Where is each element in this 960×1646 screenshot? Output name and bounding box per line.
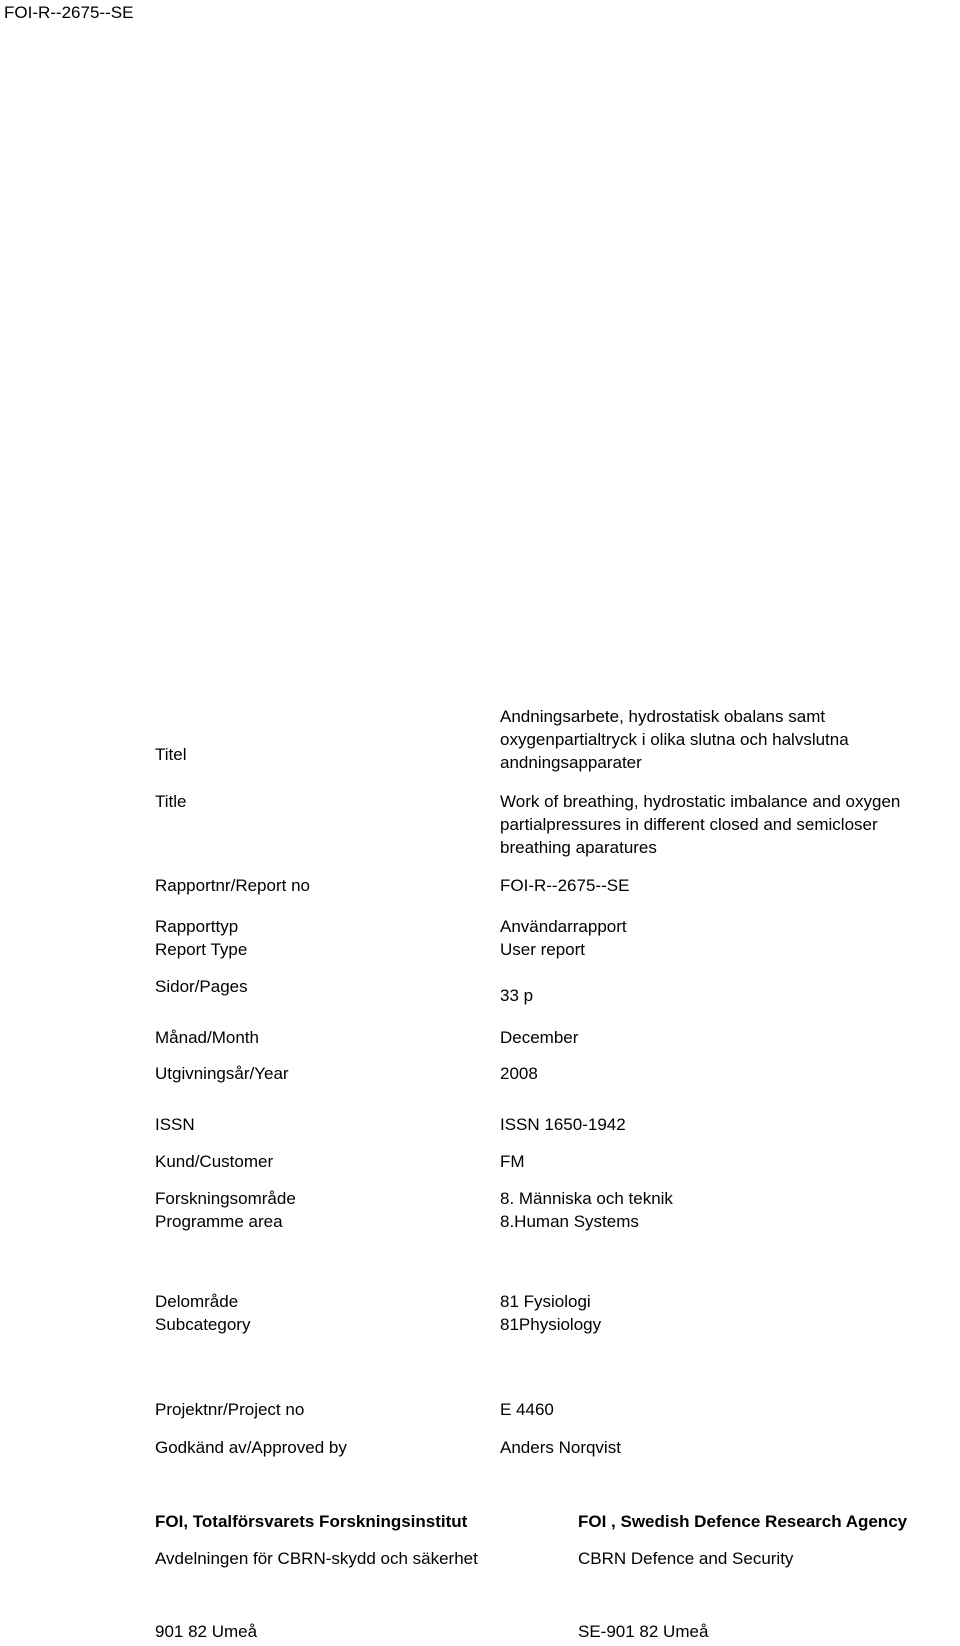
footer-left-org: FOI, Totalförsvarets Forskningsinstitut <box>155 1512 468 1531</box>
programme-label-en: Programme area <box>155 1212 283 1231</box>
report-type-value-sv: Användarrapport <box>500 917 627 936</box>
subcategory-value <box>500 1290 601 1336</box>
header-report-id: FOI-R--2675--SE <box>4 3 134 22</box>
titel-line: oxygenpartialtryck i olika slutna och halvslutna <box>500 730 849 749</box>
title-line: Work of breathing, hydrostatic imbalance and oxygen <box>500 792 901 811</box>
footer-left-dept: Avdelningen för CBRN-skydd och säkerhet <box>155 1549 478 1568</box>
footer-right-dept: CBRN Defence and Security <box>578 1549 794 1568</box>
report-type-label-sv: Rapporttyp <box>155 917 239 936</box>
titel-line: Andningsarbete, hydrostatisk obalans samt <box>500 707 826 726</box>
programme-value-en: 8.Human Systems <box>500 1212 639 1231</box>
issn-label: ISSN <box>155 1115 195 1134</box>
year-label: Utgivningsår/Year <box>155 1064 289 1083</box>
title-label: Title <box>155 792 187 811</box>
project-label: Projektnr/Project no <box>155 1400 305 1419</box>
report-type-label <box>155 915 247 961</box>
title-line: partialpressures in different closed and semicloser <box>500 815 878 834</box>
year-value: 2008 <box>500 1064 538 1083</box>
customer-label: Kund/Customer <box>155 1152 274 1171</box>
footer-left-address: 901 82 Umeå <box>155 1622 258 1641</box>
pages-label: Sidor/Pages <box>155 977 248 996</box>
issn-value: ISSN 1650-1942 <box>500 1115 626 1134</box>
programme-value <box>500 1187 673 1233</box>
subcategory-label-en: Subcategory <box>155 1315 251 1334</box>
title-value <box>500 790 900 859</box>
approved-value: Anders Norqvist <box>500 1438 621 1457</box>
subcategory-label <box>155 1290 250 1336</box>
titel-label: Titel <box>155 745 187 764</box>
footer-right-address: SE-901 82 Umeå <box>578 1622 709 1641</box>
report-no-label: Rapportnr/Report no <box>155 876 310 895</box>
subcategory-label-sv: Delområde <box>155 1292 239 1311</box>
report-type-value-en: User report <box>500 940 586 959</box>
footer-right-org: FOI , Swedish Defence Research Agency <box>578 1512 908 1531</box>
subcategory-value-en: 81Physiology <box>500 1315 602 1334</box>
customer-value: FM <box>500 1152 525 1171</box>
report-type-value <box>500 915 627 961</box>
pages-value: 33 p <box>500 986 534 1005</box>
project-value: E 4460 <box>500 1400 554 1419</box>
programme-value-sv: 8. Människa och teknik <box>500 1189 673 1208</box>
titel-line: andningsapparater <box>500 753 642 772</box>
programme-label <box>155 1187 296 1233</box>
subcategory-value-sv: 81 Fysiologi <box>500 1292 591 1311</box>
title-line: breathing aparatures <box>500 838 657 857</box>
programme-label-sv: Forskningsområde <box>155 1189 296 1208</box>
report-no-value: FOI-R--2675--SE <box>500 876 630 895</box>
report-type-label-en: Report Type <box>155 940 248 959</box>
month-value: December <box>500 1028 579 1047</box>
month-label: Månad/Month <box>155 1028 259 1047</box>
approved-label: Godkänd av/Approved by <box>155 1438 347 1457</box>
titel-value <box>500 705 849 774</box>
